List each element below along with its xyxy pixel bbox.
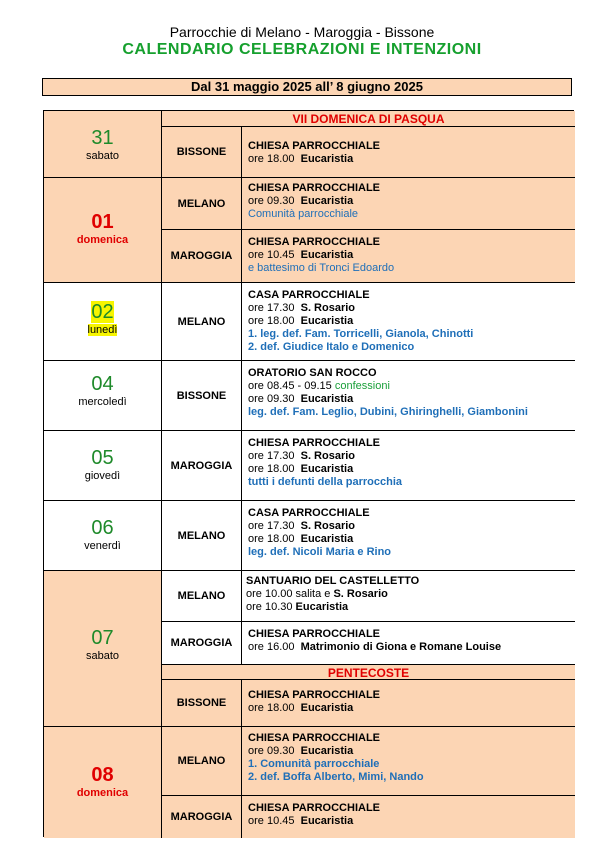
day-31 <box>44 111 162 177</box>
event-line: ore 18.00 Eucaristia <box>248 533 354 545</box>
entry-detail <box>242 282 575 360</box>
intention-note: Comunità parrocchiale <box>248 208 359 220</box>
entry-detail <box>242 570 575 621</box>
place-cell: MAROGGIA <box>162 795 242 838</box>
entry-detail <box>242 177 575 229</box>
day-07 <box>44 570 162 726</box>
place-cell: BISSONE <box>162 360 242 430</box>
liturgical-band: PENTECOSTE <box>162 664 575 680</box>
event-line: ore 10.00 salita e S. Rosario <box>246 588 388 600</box>
day-name: domenica <box>76 234 129 246</box>
event-line: ore 18.00 Eucaristia <box>248 153 354 165</box>
day-number: 31 <box>91 127 114 149</box>
church-name: CHIESA PARROCCHIALE <box>248 437 381 449</box>
event-line: ore 16.00 Matrimonio di Giona e Romane Louise <box>248 641 502 653</box>
event-line: ore 18.00 Eucaristia <box>248 315 354 327</box>
intention-note: 1. leg. def. Fam. Torricelli, Gianola, Chinotti <box>248 328 474 340</box>
church-name: CHIESA PARROCCHIALE <box>248 140 381 152</box>
day-name: sabato <box>85 650 120 662</box>
church-name: CHIESA PARROCCHIALE <box>248 732 381 744</box>
day-01 <box>44 177 162 282</box>
entry-detail <box>242 621 575 664</box>
place-cell: MELANO <box>162 177 242 229</box>
day-number: 02 <box>91 301 114 323</box>
event-line: ore 10.45 Eucaristia <box>248 815 354 827</box>
day-06 <box>44 500 162 570</box>
place-cell: BISSONE <box>162 127 242 177</box>
parishes-heading: Parrocchie di Melano - Maroggia - Bissone <box>169 24 435 40</box>
day-name: giovedì <box>84 470 121 482</box>
day-number: 08 <box>91 764 114 786</box>
event-line: ore 18.00 Eucaristia <box>248 463 354 475</box>
entry-detail <box>242 680 575 726</box>
day-number: 01 <box>91 211 114 233</box>
place-cell: MELANO <box>162 570 242 621</box>
event-line: ore 10.45 Eucaristia <box>248 249 354 261</box>
event-line: ore 09.30 Eucaristia <box>248 393 354 405</box>
church-name: CHIESA PARROCCHIALE <box>248 628 381 640</box>
place-cell: MELANO <box>162 726 242 795</box>
entry-detail <box>242 500 575 570</box>
event-line: ore 17.30 S. Rosario <box>248 520 356 532</box>
day-number: 06 <box>91 517 114 539</box>
event-line: ore 09.30 Eucaristia <box>248 195 354 207</box>
day-name: lunedì <box>87 324 118 336</box>
day-number: 04 <box>91 373 114 395</box>
day-number: 05 <box>91 447 114 469</box>
entry-detail <box>242 229 575 282</box>
date-range: Dal 31 maggio 2025 all’ 8 giugno 2025 <box>42 78 572 96</box>
day-number: 07 <box>91 627 114 649</box>
event-line: ore 18.00 Eucaristia <box>248 702 354 714</box>
entry-detail <box>242 795 575 838</box>
place-cell: MAROGGIA <box>162 621 242 664</box>
intention-note: 2. def. Giudice Italo e Domenico <box>248 341 415 353</box>
day-name: sabato <box>85 150 120 162</box>
place-cell: BISSONE <box>162 680 242 726</box>
event-line: ore 17.30 S. Rosario <box>248 450 356 462</box>
church-name: CASA PARROCCHIALE <box>248 289 370 301</box>
entry-detail <box>242 726 575 795</box>
calendar-title: CALENDARIO CELEBRAZIONI E INTENZIONI <box>122 41 482 58</box>
church-name: ORATORIO SAN ROCCO <box>248 367 377 379</box>
church-name: CHIESA PARROCCHIALE <box>248 236 381 248</box>
church-name: CHIESA PARROCCHIALE <box>248 802 381 814</box>
intention-note: leg. def. Fam. Leglio, Dubini, Ghiringhelli, Giambonini <box>248 406 528 418</box>
day-02 <box>44 282 162 360</box>
day-05 <box>44 430 162 500</box>
church-name: SANTUARIO DEL CASTELLETTO <box>246 575 420 587</box>
entry-detail <box>242 430 575 500</box>
church-name: CHIESA PARROCCHIALE <box>248 182 381 194</box>
place-cell: MELANO <box>162 282 242 360</box>
place-cell: MAROGGIA <box>162 430 242 500</box>
intention-note: tutti i defunti della parrocchia <box>248 476 403 488</box>
event-line: ore 08.45 - 09.15 confessioni <box>248 380 390 392</box>
day-name: venerdì <box>84 540 121 552</box>
event-line: ore 09.30 Eucaristia <box>248 745 354 757</box>
intention-note: 2. def. Boffa Alberto, Mimi, Nando <box>248 771 424 783</box>
entry-detail <box>242 127 575 177</box>
church-name: CASA PARROCCHIALE <box>248 507 370 519</box>
intention-note: leg. def. Nicoli Maria e Rino <box>248 546 392 558</box>
event-line: ore 17.30 S. Rosario <box>248 302 356 314</box>
calendar-table <box>43 110 574 837</box>
intention-note: 1. Comunità parrocchiale <box>248 758 380 770</box>
day-name: domenica <box>76 787 129 799</box>
day-08 <box>44 726 162 838</box>
event-line: ore 10.30 Eucaristia <box>246 601 349 613</box>
entry-detail <box>242 360 575 430</box>
place-cell: MELANO <box>162 500 242 570</box>
day-name: mercoledì <box>78 396 127 408</box>
day-04 <box>44 360 162 430</box>
church-name: CHIESA PARROCCHIALE <box>248 689 381 701</box>
liturgical-band: VII DOMENICA DI PASQUA <box>162 111 575 127</box>
intention-note: e battesimo di Tronci Edoardo <box>248 262 395 274</box>
place-cell: MAROGGIA <box>162 229 242 282</box>
